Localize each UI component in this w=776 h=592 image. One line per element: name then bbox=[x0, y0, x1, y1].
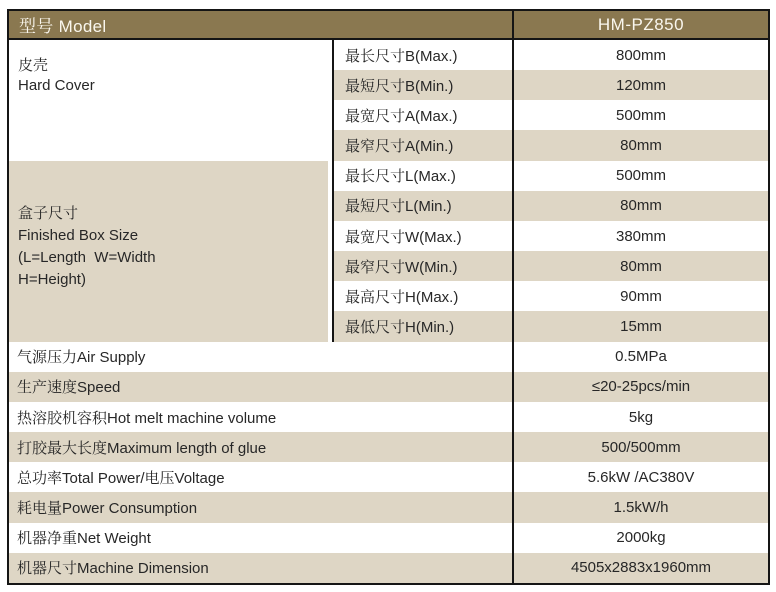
spec-row-label: 机器尺寸Machine Dimension bbox=[9, 553, 514, 583]
group-cell-hard-cover bbox=[9, 40, 332, 161]
dim-row-label: 最高尺寸H(Max.) bbox=[332, 281, 514, 311]
group-label-cn: 皮壳 bbox=[18, 57, 49, 74]
dim-row-value: 120mm bbox=[514, 70, 768, 100]
dim-row-label: 最窄尺寸A(Min.) bbox=[332, 130, 514, 160]
dim-row-value: 500mm bbox=[514, 100, 768, 130]
dim-row-label: 最长尺寸L(Max.) bbox=[332, 161, 514, 191]
spec-row-label: 生产速度Speed bbox=[9, 372, 514, 402]
group-label-cn: 盒子尺寸 bbox=[18, 205, 79, 223]
dim-row-label: 最低尺寸H(Min.) bbox=[332, 311, 514, 341]
dim-row-value: 80mm bbox=[514, 191, 768, 221]
dim-row-label: 最窄尺寸W(Min.) bbox=[332, 251, 514, 281]
dim-row-label: 最宽尺寸W(Max.) bbox=[332, 221, 514, 251]
spec-row-value: 1.5kW/h bbox=[514, 492, 768, 522]
dim-row-value: 500mm bbox=[514, 161, 768, 191]
dim-row-value: 15mm bbox=[514, 311, 768, 341]
spec-row-value: 0.5MPa bbox=[514, 342, 768, 372]
dim-row-label: 最短尺寸B(Min.) bbox=[332, 70, 514, 100]
dim-row-label: 最长尺寸B(Max.) bbox=[332, 40, 514, 70]
group-cell-finished-box-size bbox=[9, 161, 332, 342]
spec-row-label: 气源压力Air Supply bbox=[9, 342, 514, 372]
group-label-legend-1: (L=Length W=Width bbox=[18, 249, 156, 267]
spec-row-value: 5.6kW /AC380V bbox=[514, 462, 768, 492]
table-header bbox=[9, 11, 768, 40]
dim-row-label: 最宽尺寸A(Max.) bbox=[332, 100, 514, 130]
dim-row-value: 90mm bbox=[514, 281, 768, 311]
model-header-value: HM-PZ850 bbox=[597, 14, 685, 34]
dim-row-value: 800mm bbox=[514, 40, 768, 70]
spec-row-value: ≤20-25pcs/min bbox=[514, 372, 768, 402]
spec-row-value: 500/500mm bbox=[514, 432, 768, 462]
group-label-en: Hard Cover bbox=[18, 77, 95, 94]
dim-row-value: 80mm bbox=[514, 130, 768, 160]
dim-row-label: 最短尺寸L(Min.) bbox=[332, 191, 514, 221]
dim-row-value: 380mm bbox=[514, 221, 768, 251]
spec-row-label: 总功率Total Power/电压Voltage bbox=[9, 462, 514, 492]
group-label-legend-2: H=Height) bbox=[18, 271, 86, 289]
table-body bbox=[9, 40, 768, 583]
spec-row-label: 耗电量Power Consumption bbox=[9, 492, 514, 522]
spec-row-value: 5kg bbox=[514, 402, 768, 432]
spec-row-label: 打胶最大长度Maximum length of glue bbox=[9, 432, 514, 462]
spec-row-value: 4505x2883x1960mm bbox=[514, 553, 768, 583]
group-label-en: Finished Box Size bbox=[18, 227, 139, 245]
spec-row-label: 机器净重Net Weight bbox=[9, 523, 514, 553]
dim-row-value: 80mm bbox=[514, 251, 768, 281]
spec-table bbox=[7, 9, 770, 585]
spec-row-label: 热溶胶机容积Hot melt machine volume bbox=[9, 402, 514, 432]
model-header-label: 型号 Model bbox=[9, 11, 514, 38]
spec-row-value: 2000kg bbox=[514, 523, 768, 553]
